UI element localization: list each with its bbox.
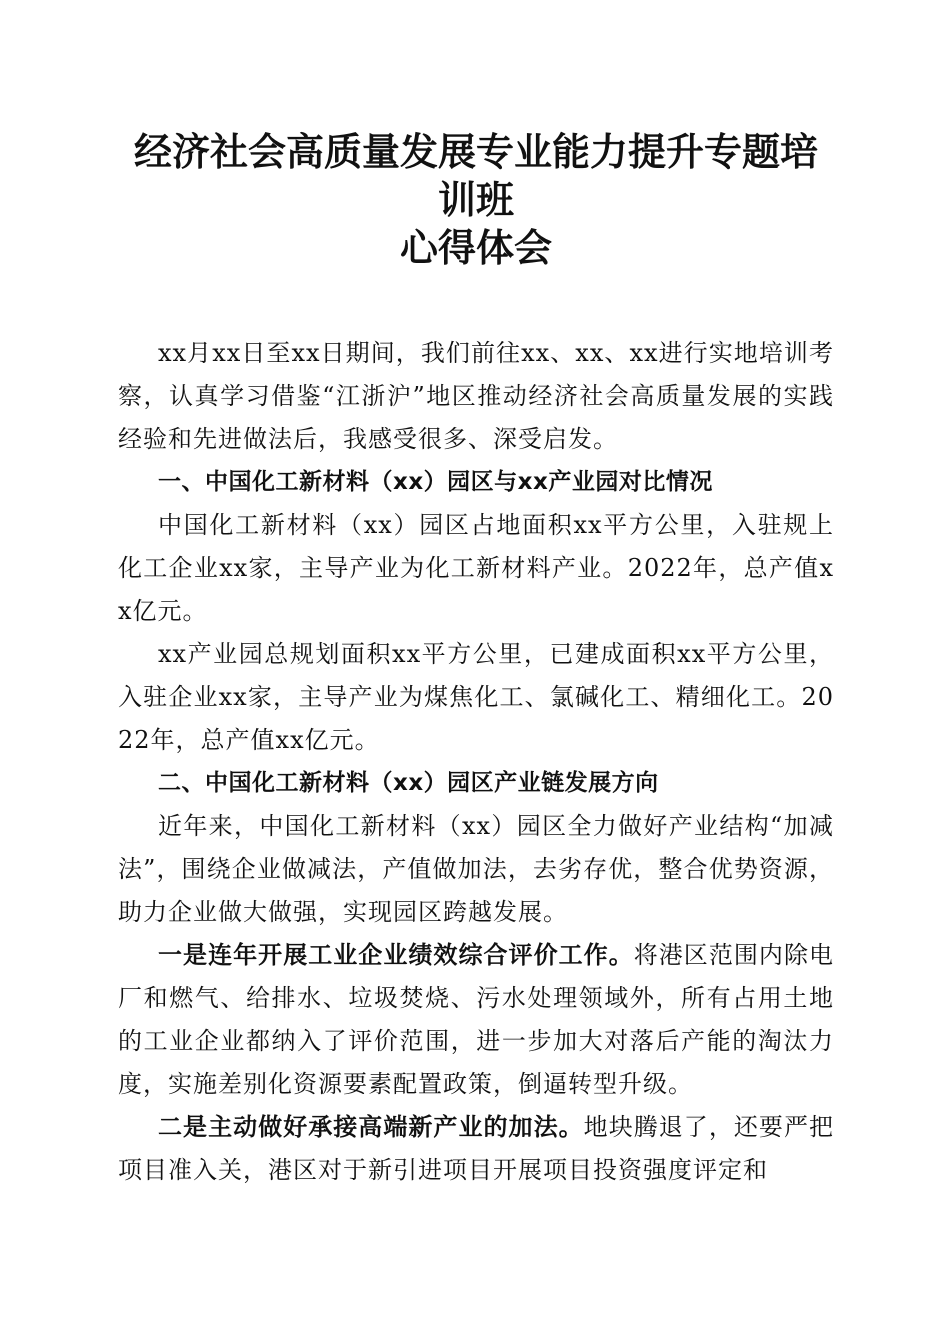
document-body bbox=[118, 332, 834, 1192]
point-2-text: 地块腾退了，还要严把项目准入关，港区对于新引进项目开展项目投资强度评定和 bbox=[118, 1113, 835, 1184]
point-1-text: 将港区范围内除电厂和燃气、给排水、垃圾焚烧、污水处理领域外，所有占用土地的工业企业都纳入了评价范围，进一步加大对落后产能的淘汰力度，实施差别化资源要素配置政策，倒逼转型升级。 bbox=[118, 941, 835, 1098]
title-line-1: 经济社会高质量发展专业能力提升专题培训班 bbox=[133, 130, 818, 222]
point-2-lead: 二是主动做好承接高端新产业的加法。 bbox=[158, 1113, 584, 1141]
section-heading-2: 二、中国化工新材料（xx）园区产业链发展方向 bbox=[158, 770, 659, 796]
section1-paragraph-1: 中国化工新材料（xx）园区占地面积xx平方公里，入驻规上化工企业xx家，主导产业为化工新材料产业。2022年，总产值xx亿元。 bbox=[118, 511, 834, 625]
intro-paragraph: xx月xx日至xx日期间，我们前往xx、xx、xx进行实地培训考察，认真学习借鉴“江浙沪”地区推动经济社会高质量发展的实践经验和先进做法后，我感受很多、深受启发。 bbox=[118, 339, 834, 453]
document-title bbox=[118, 128, 834, 272]
section1-paragraph-2: xx产业园总规划面积xx平方公里，已建成面积xx平方公里，入驻企业xx家，主导产业为煤焦化工、氯碱化工、精细化工。2022年，总产值xx亿元。 bbox=[118, 640, 834, 754]
section-heading-1: 一、中国化工新材料（xx）园区与xx产业园对比情况 bbox=[158, 469, 713, 495]
point-1-lead: 一是连年开展工业企业绩效综合评价工作。 bbox=[158, 941, 634, 969]
point-1-paragraph bbox=[118, 934, 834, 1106]
point-2-paragraph bbox=[118, 1106, 834, 1192]
document-page bbox=[118, 128, 834, 1192]
section2-paragraph-1: 近年来，中国化工新材料（xx）园区全力做好产业结构“加减法”，围绕企业做减法，产值做加法，去劣存优，整合优势资源，助力企业做大做强，实现园区跨越发展。 bbox=[118, 812, 834, 926]
title-line-2: 心得体会 bbox=[399, 226, 552, 270]
